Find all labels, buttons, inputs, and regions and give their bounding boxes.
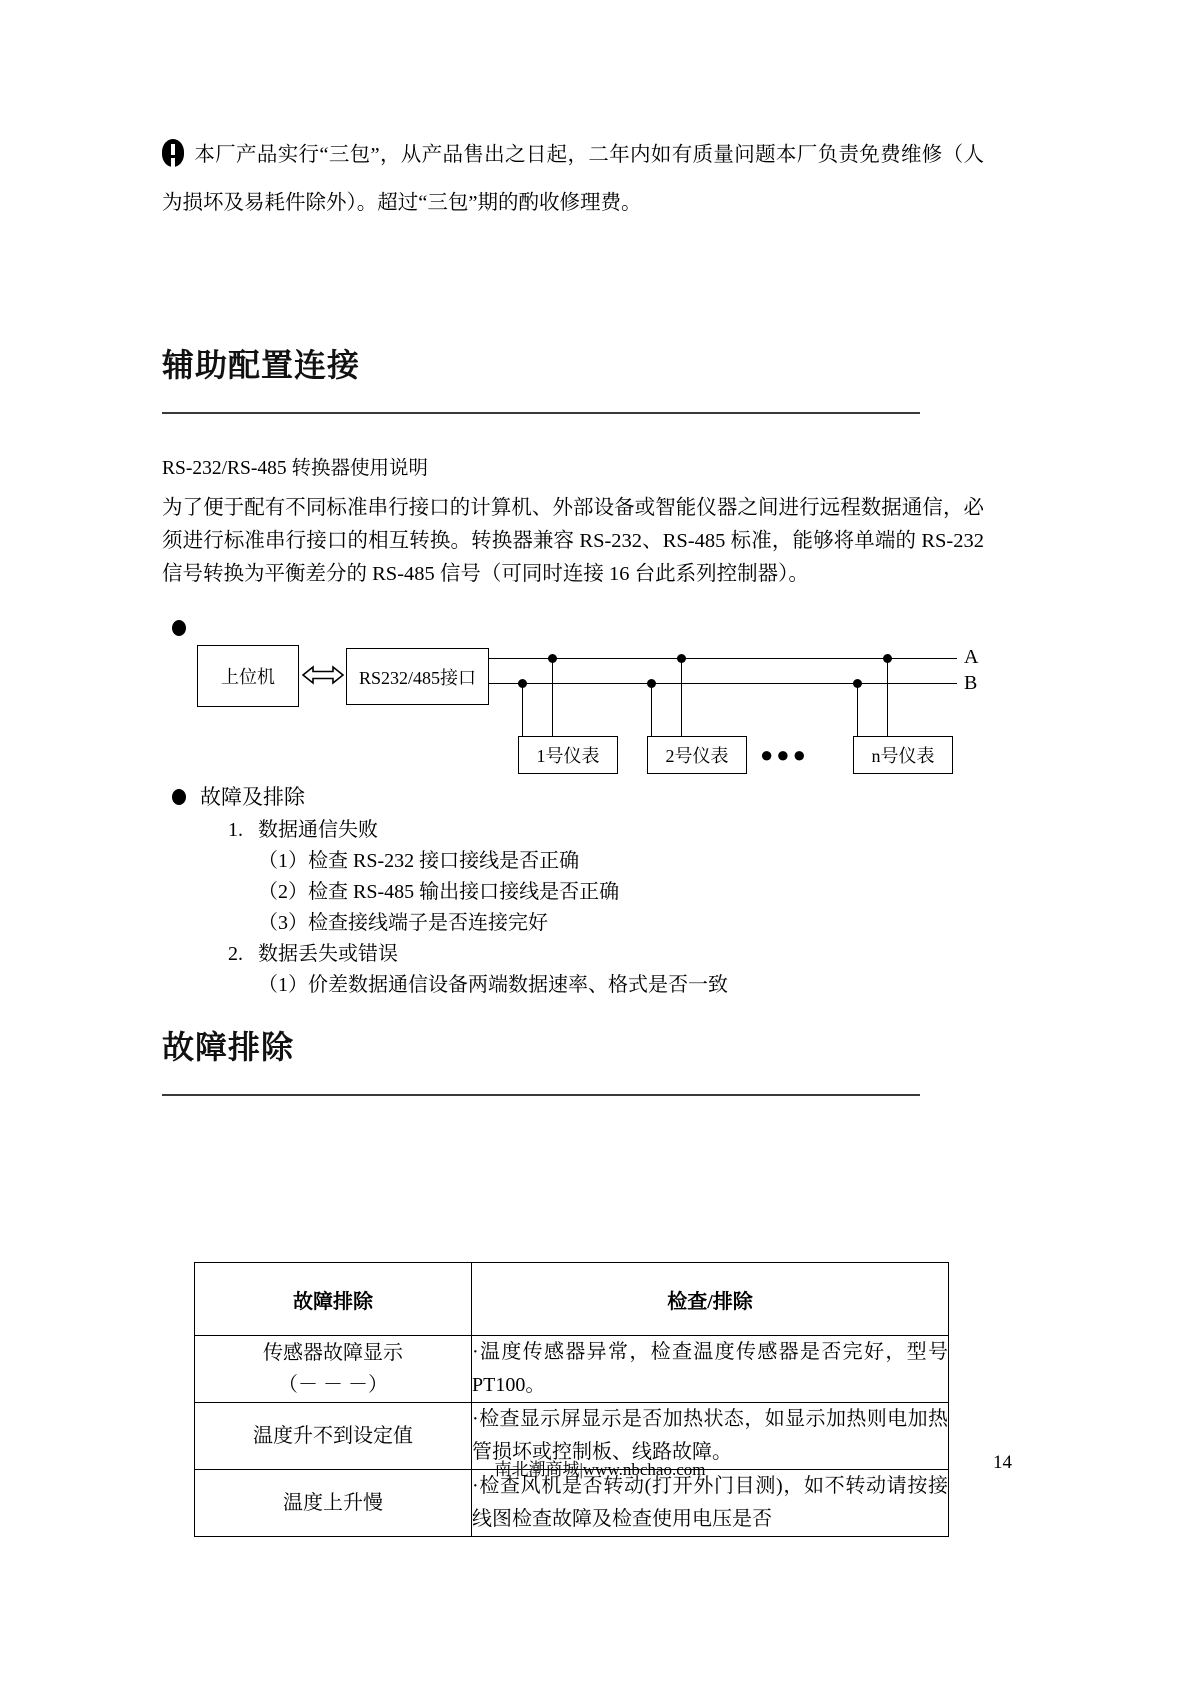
fault-item-1-sub-1: （1）检查 RS-232 接口接线是否正确 (258, 850, 580, 872)
diagram-node-a-meter1 (548, 654, 557, 663)
fault-item-2-sub-1: （1）价差数据通信设备两端数据速率、格式是否一致 (258, 974, 728, 996)
warranty-notice-text: 本厂产品实行“三包”，从产品售出之日起，二年内如有质量问题本厂负责免费维修（人为损坏及易耗件除外）。超过“三包”期的酌收修理费。 (162, 144, 984, 214)
diagram-box-converter: RS232/485接口 (346, 648, 489, 705)
fault-item-1-sub-2: （2）检查 RS-485 输出接口接线是否正确 (258, 881, 620, 903)
bidirectional-arrow-icon (301, 662, 345, 693)
fault-item-1-sub-3: （3）检查接线端子是否连接完好 (258, 912, 548, 934)
rs485-bus-diagram (165, 628, 985, 778)
diagram-drop-a-metern (887, 658, 888, 736)
diagram-drop-a-meter1 (552, 658, 553, 736)
troubleshooting-table (194, 1262, 949, 1537)
table-cell-cause (195, 1336, 472, 1403)
fault-item-1-title: 数据通信失败 (258, 819, 378, 841)
diagram-drop-b-meter1 (522, 683, 523, 736)
fault-item-1-number: 1. (228, 819, 243, 841)
cause-line-1: 传感器故障显示 (263, 1342, 403, 1364)
warranty-notice (162, 131, 984, 227)
table-cell-fix: ·检查风机是否转动(打开外门目测)，如不转动请按接线图检查故障及检查使用电压是否 (472, 1470, 949, 1537)
subheading-rs232-rs485: RS-232/RS-485 转换器使用说明 (162, 458, 428, 479)
diagram-node-b-meter1 (518, 679, 527, 688)
diagram-drop-b-meter2 (651, 683, 652, 736)
diagram-box-host: 上位机 (197, 645, 299, 707)
table-header-cause: 故障排除 (195, 1263, 472, 1336)
fault-item-2-title: 数据丢失或错误 (258, 943, 398, 965)
table-cell-fix: ·检查显示屏显示是否加热状态，如显示加热则电加热管损坏或控制板、线路故障。 (472, 1403, 949, 1470)
fault-item-2-number: 2. (228, 943, 243, 965)
table-cell-cause: 温度上升慢 (195, 1470, 472, 1537)
diagram-label-b: B (964, 672, 978, 694)
paragraph-converter-description: 为了便于配有不同标准串行接口的计算机、外部设备或智能仪器之间进行远程数据通信，必须进行标准串行接口的相互转换。转换器兼容 RS-232、RS-485 标准，能够将单端的 RS-232 信号转换为平衡差分的 RS-485 信号（可同时连接 16 台此系列控制器）。 (162, 497, 984, 585)
section-divider-auxiliary (162, 412, 920, 414)
section-title-auxiliary-configuration: 辅助配置连接 (162, 347, 361, 383)
diagram-node-a-metern (883, 654, 892, 663)
footer-page-number: 14 (993, 1452, 1012, 1473)
diagram-node-b-meter2 (647, 679, 656, 688)
table-row (195, 1336, 949, 1403)
footer-site: 南北潮商城|www.nbchao.com (494, 1460, 706, 1479)
table-header-fix: 检查/排除 (472, 1263, 949, 1336)
diagram-box-meter-2: 2号仪表 (647, 736, 747, 774)
bullet-marker-fault-heading (172, 789, 186, 805)
diagram-drop-b-metern (857, 683, 858, 736)
section-title-troubleshooting: 故障排除 (162, 1029, 295, 1065)
exclamation-circle-icon (162, 139, 184, 167)
diagram-ellipsis: ●●● (760, 742, 809, 767)
table-cell-fix: ·温度传感器异常，检查温度传感器是否完好，型号 PT100。 (472, 1336, 949, 1403)
diagram-node-b-metern (853, 679, 862, 688)
section-divider-troubleshooting (162, 1094, 920, 1096)
diagram-node-a-meter2 (677, 654, 686, 663)
fault-list-heading: 故障及排除 (200, 785, 305, 809)
diagram-drop-a-meter2 (681, 658, 682, 736)
table-header-row (195, 1263, 949, 1336)
diagram-box-meter-n: n号仪表 (853, 736, 953, 774)
cause-line-2: （－ － －） (278, 1374, 388, 1396)
diagram-label-a: A (964, 646, 979, 668)
diagram-box-meter-1: 1号仪表 (518, 736, 618, 774)
table-cell-cause: 温度升不到设定值 (195, 1403, 472, 1470)
